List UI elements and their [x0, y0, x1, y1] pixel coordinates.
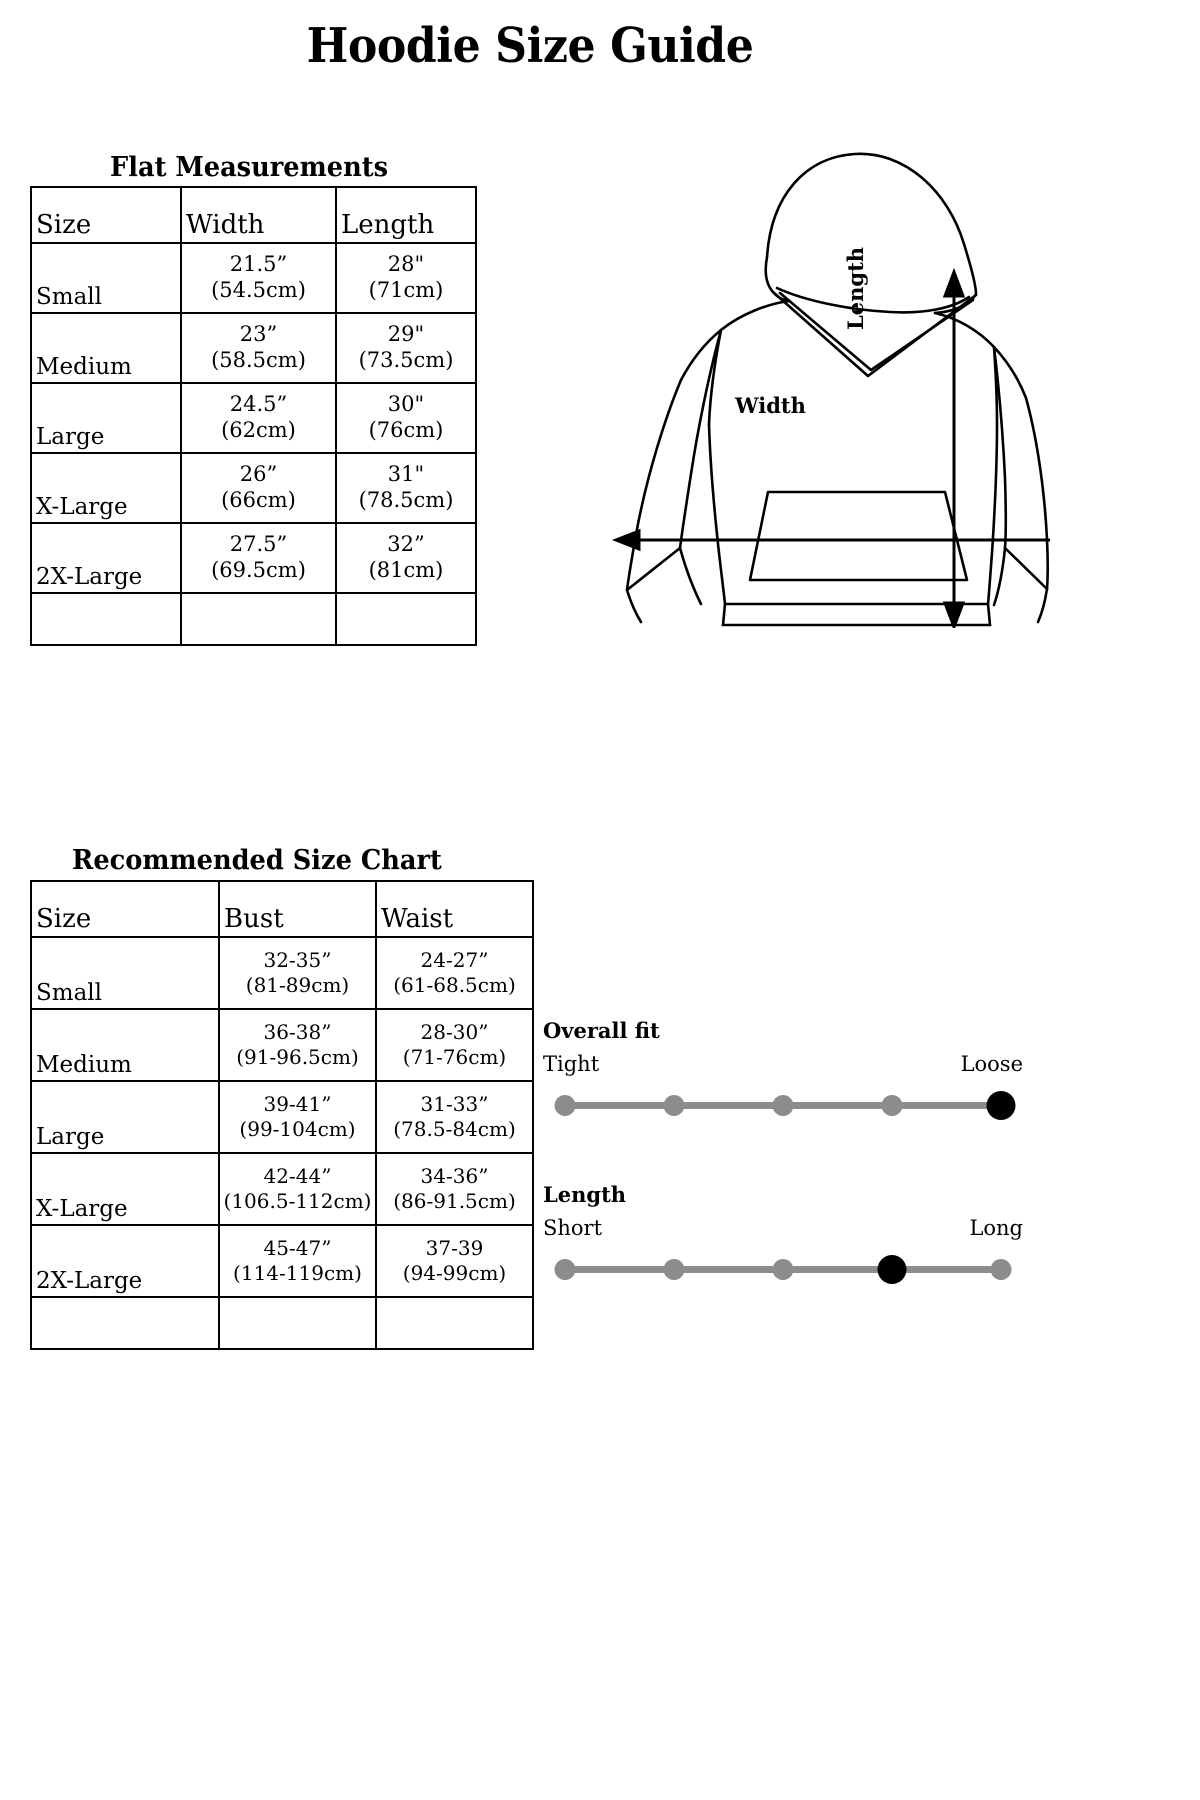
table-row [31, 1081, 533, 1153]
table-header-row [31, 881, 533, 937]
overall-fit-left-label: Tight [543, 1052, 600, 1076]
bust-inches: 45-47” [263, 1236, 332, 1261]
length-dimension-label: Length [843, 246, 868, 330]
length-value [336, 243, 476, 313]
table-row [31, 1009, 533, 1081]
column-header-size: Size [31, 881, 219, 937]
overall-fit-scale [543, 1018, 1023, 1122]
bust-inches: 42-44” [263, 1164, 332, 1189]
width-value [181, 523, 336, 593]
hoodie-outline-icon [505, 128, 1050, 628]
empty-cell [336, 593, 476, 645]
width-inches: 23” [239, 321, 278, 346]
slider-dot-4[interactable] [882, 1095, 903, 1116]
length-fit-right-label: Long [969, 1216, 1023, 1240]
width-cm: (62cm) [221, 417, 296, 442]
empty-cell [376, 1297, 533, 1349]
recommended-size-table [30, 880, 534, 1350]
length-cm: (78.5cm) [358, 487, 454, 512]
length-fit-scale [543, 1182, 1023, 1286]
column-header-length: Length [336, 187, 476, 243]
column-header-width: Width [181, 187, 336, 243]
length-fit-endpoints [543, 1216, 1023, 1242]
slider-dot-5[interactable] [991, 1259, 1012, 1280]
length-inches: 28" [387, 251, 425, 276]
waist-inches: 31-33” [420, 1092, 489, 1117]
empty-cell [219, 1297, 376, 1349]
length-inches: 29" [387, 321, 425, 346]
bust-cm: (99-104cm) [239, 1116, 356, 1141]
width-inches: 21.5” [229, 251, 288, 276]
column-header-waist: Waist [376, 881, 533, 937]
waist-value [376, 1009, 533, 1081]
length-cm: (81cm) [368, 557, 444, 582]
bust-cm: (91-96.5cm) [236, 1044, 359, 1069]
waist-cm: (71-76cm) [402, 1044, 507, 1069]
slider-dot-3[interactable] [773, 1259, 794, 1280]
table-row [31, 1153, 533, 1225]
length-cm: (73.5cm) [358, 347, 454, 372]
bust-value [219, 1153, 376, 1225]
slider-dot-4-selected[interactable] [878, 1255, 907, 1284]
width-cm: (54.5cm) [211, 277, 306, 302]
table-header-row [31, 187, 476, 243]
length-inches: 31" [387, 461, 425, 486]
overall-fit-slider[interactable] [543, 1088, 1023, 1122]
column-header-bust: Bust [219, 881, 376, 937]
width-value [181, 313, 336, 383]
empty-cell [31, 1297, 219, 1349]
overall-fit-right-label: Loose [960, 1052, 1023, 1076]
size-label: 2X-Large [31, 1225, 219, 1297]
hoodie-diagram [505, 128, 1050, 628]
table-row [31, 1225, 533, 1297]
table-empty-row [31, 1297, 533, 1349]
waist-cm: (94-99cm) [402, 1260, 507, 1285]
table-empty-row [31, 593, 476, 645]
slider-dot-1[interactable] [555, 1095, 576, 1116]
waist-inches: 28-30” [420, 1020, 489, 1045]
width-value [181, 383, 336, 453]
length-fit-slider[interactable] [543, 1252, 1023, 1286]
overall-fit-endpoints [543, 1052, 1023, 1078]
bust-value [219, 1081, 376, 1153]
waist-inches: 37-39 [425, 1236, 484, 1261]
bust-cm: (114-119cm) [233, 1260, 362, 1285]
width-inches: 26” [239, 461, 278, 486]
width-inches: 24.5” [229, 391, 288, 416]
length-cm: (71cm) [368, 277, 444, 302]
waist-cm: (61-68.5cm) [393, 972, 516, 997]
width-cm: (58.5cm) [211, 347, 306, 372]
table-row [31, 523, 476, 593]
table-row [31, 453, 476, 523]
length-inches: 32” [387, 531, 425, 556]
size-label: Small [31, 243, 181, 313]
bust-inches: 39-41” [263, 1092, 332, 1117]
width-dimension-label: Width [735, 393, 806, 418]
width-value [181, 243, 336, 313]
waist-value [376, 1153, 533, 1225]
size-label: X-Large [31, 1153, 219, 1225]
waist-inches: 24-27” [420, 948, 489, 973]
size-label: Large [31, 1081, 219, 1153]
table-row [31, 937, 533, 1009]
slider-dot-3[interactable] [773, 1095, 794, 1116]
bust-value [219, 1225, 376, 1297]
bust-inches: 36-38” [263, 1020, 332, 1045]
waist-value [376, 937, 533, 1009]
width-inches: 27.5” [229, 531, 288, 556]
size-label: X-Large [31, 453, 181, 523]
slider-dot-5-selected[interactable] [987, 1091, 1016, 1120]
bust-cm: (81-89cm) [245, 972, 350, 997]
length-dimension-arrow [945, 272, 963, 627]
slider-dot-1[interactable] [555, 1259, 576, 1280]
length-inches: 30" [387, 391, 425, 416]
bust-value [219, 1009, 376, 1081]
bust-value [219, 937, 376, 1009]
empty-cell [181, 593, 336, 645]
length-value [336, 523, 476, 593]
size-label: Small [31, 937, 219, 1009]
flat-measurements-table [30, 186, 477, 646]
overall-fit-title: Overall fit [543, 1018, 660, 1043]
waist-cm: (78.5-84cm) [393, 1116, 516, 1141]
recommended-chart-heading: Recommended Size Chart [72, 845, 442, 876]
empty-cell [31, 593, 181, 645]
flat-measurements-heading: Flat Measurements [110, 152, 389, 183]
table-row [31, 383, 476, 453]
length-value [336, 383, 476, 453]
width-cm: (69.5cm) [211, 557, 306, 582]
length-value [336, 453, 476, 523]
size-label: Medium [31, 313, 181, 383]
waist-value [376, 1225, 533, 1297]
slider-dot-2[interactable] [664, 1095, 685, 1116]
length-fit-title: Length [543, 1182, 627, 1207]
size-label: Large [31, 383, 181, 453]
waist-cm: (86-91.5cm) [393, 1188, 516, 1213]
table-row [31, 313, 476, 383]
bust-inches: 32-35” [263, 948, 332, 973]
table-row [31, 243, 476, 313]
column-header-size: Size [31, 187, 181, 243]
length-value [336, 313, 476, 383]
size-label: 2X-Large [31, 523, 181, 593]
length-fit-left-label: Short [543, 1216, 603, 1240]
size-label: Medium [31, 1009, 219, 1081]
waist-value [376, 1081, 533, 1153]
width-value [181, 453, 336, 523]
length-cm: (76cm) [368, 417, 444, 442]
width-cm: (66cm) [221, 487, 296, 512]
bust-cm: (106.5-112cm) [223, 1188, 372, 1213]
slider-dot-2[interactable] [664, 1259, 685, 1280]
page-title: Hoodie Size Guide [306, 18, 754, 74]
waist-inches: 34-36” [420, 1164, 489, 1189]
